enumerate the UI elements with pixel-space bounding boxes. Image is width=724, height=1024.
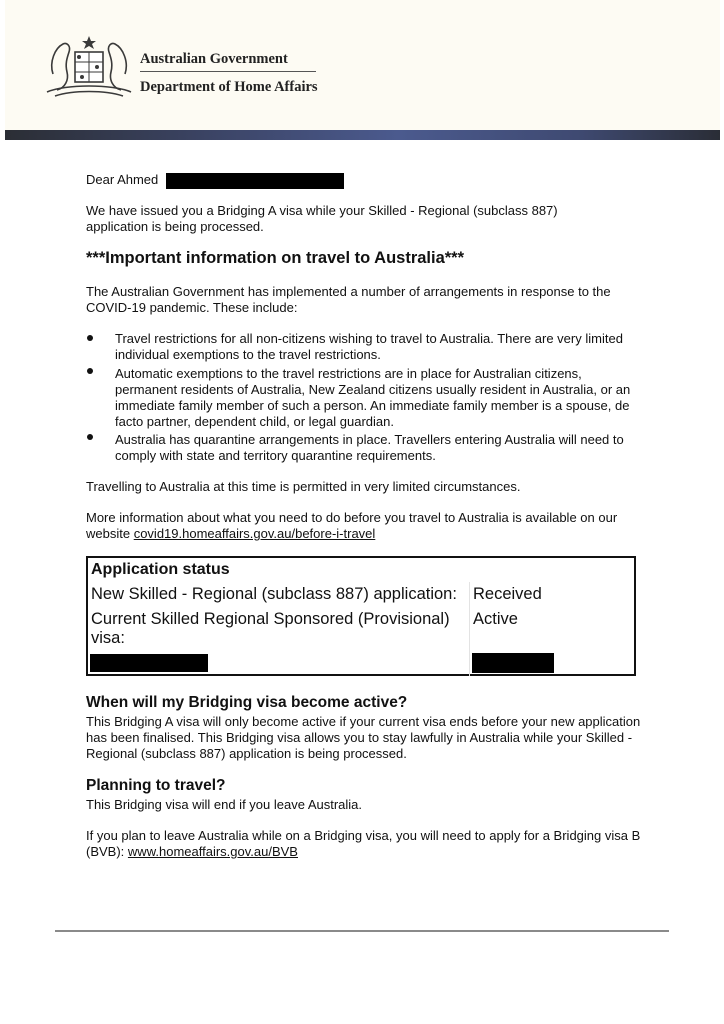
- status-value: Received: [473, 585, 542, 603]
- intro-paragraph: We have issued you a Bridging A visa while your Skilled - Regional (subclass 887) application is being processed.: [86, 203, 558, 234]
- bvb-link[interactable]: www.homeaffairs.gov.au/BVB: [127, 844, 298, 859]
- divider: [140, 71, 316, 72]
- travel-info-link[interactable]: covid19.homeaffairs.gov.au/before-i-travel: [133, 526, 376, 541]
- redacted-name: [166, 173, 344, 189]
- limited-travel-paragraph: Travelling to Australia at this time is permitted in very limited circumstances.: [86, 479, 521, 494]
- status-value: Active: [473, 610, 518, 628]
- bullet-item: Australia has quarantine arrangements in place. Travellers entering Australia will need to comply with state and territory quarantine requirements.: [115, 432, 624, 463]
- redacted-value: [472, 653, 554, 673]
- bvb-text: If you plan to leave Australia while on a Bridging visa, you will need to apply for a Bridging visa B (BVB):: [86, 828, 641, 859]
- bridging-paragraph: This Bridging A visa will only become active if your current visa ends before your new application has been finalised. This Bridging visa allows you to stay lawfully in Australia while your Skilled - Regional (subclass 887) application is being processed.: [86, 714, 641, 761]
- travel-heading: Planning to travel?: [86, 777, 226, 794]
- status-label: Current Skilled Regional Sponsored (Provisional) visa:: [91, 610, 450, 647]
- header-banner: [5, 130, 720, 140]
- greeting: [86, 172, 344, 189]
- application-status-title: Application status: [91, 561, 230, 578]
- column-divider: [469, 582, 470, 676]
- bullet-icon: [87, 368, 93, 374]
- footer-divider: [55, 930, 669, 932]
- status-label: New Skilled - Regional (subclass 887) application:: [91, 585, 457, 603]
- bvb-paragraph: [86, 828, 646, 860]
- important-heading: ***Important information on travel to Australia***: [86, 249, 465, 267]
- more-info-paragraph: [86, 510, 641, 542]
- covid-intro-paragraph: The Australian Government has implemented a number of arrangements in response to the COVID-19 pandemic. These include:: [86, 284, 611, 315]
- bullet-item: Travel restrictions for all non-citizens wishing to travel to Australia. There are very limited individual exemptions to the travel restrictions.: [115, 331, 623, 362]
- travel-paragraph: This Bridging visa will end if you leave Australia.: [86, 797, 363, 812]
- department-title: Department of Home Affairs: [140, 79, 318, 95]
- letterhead: [5, 0, 720, 130]
- coat-of-arms-icon: [45, 34, 133, 100]
- government-title: Australian Government: [140, 51, 288, 67]
- bullet-icon: [87, 434, 93, 440]
- redacted-label: [90, 654, 208, 672]
- bullet-item: Automatic exemptions to the travel restrictions are in place for Australian citizens, permanent residents of Australia, New Zealand citizens usually resident in Australia, or an immediate family member of such a person. An immediate family member is a spouse, de facto partner, dependent child, or legal guardian.: [115, 366, 631, 429]
- greeting-text: Dear Ahmed: [86, 172, 159, 187]
- bridging-heading: When will my Bridging visa become active?: [86, 694, 408, 711]
- application-status-table: [86, 556, 636, 676]
- more-info-text: More information about what you need to do before you travel to Australia is available on our website: [86, 510, 618, 541]
- bullet-icon: [87, 335, 93, 341]
